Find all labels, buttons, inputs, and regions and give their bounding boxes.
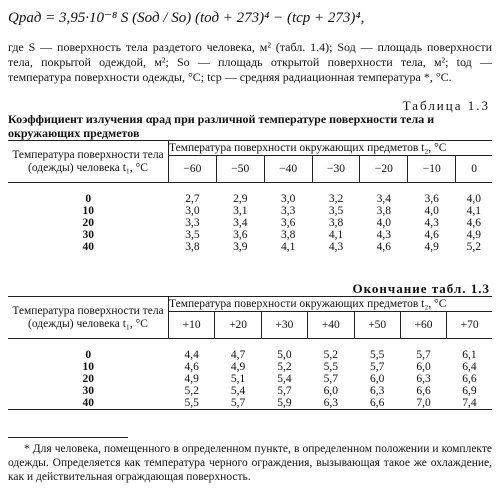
column-header: +20 bbox=[215, 312, 261, 339]
table-cell: 5,4 bbox=[230, 385, 246, 397]
table-row bbox=[8, 397, 492, 410]
formula-definitions: где S — поверхность тела раздетого человека, м² (табл. 1.4); Sод — площадь поверхности тела, покрытой одеждой, м²; Sо — площадь открытой поверхности тела, м²; tод — температура поверхности одежды, °С; tср — средняя радиационная температура *, °С. bbox=[8, 40, 492, 84]
table-cell: 6,9 bbox=[462, 385, 477, 397]
group-header: Температура поверхности окружающих предметов t₂, °С bbox=[169, 141, 493, 156]
table-row bbox=[8, 229, 492, 241]
table-cell: 5,1 bbox=[230, 373, 246, 385]
table-cell: 6,3 bbox=[416, 373, 431, 385]
table-row bbox=[8, 205, 492, 217]
table-cell: 5,9 bbox=[277, 397, 292, 409]
table-cell: 3,6 bbox=[280, 217, 296, 229]
table-cell: 3,3 bbox=[280, 205, 296, 217]
table-cell: 3,8 bbox=[280, 229, 296, 241]
table-cell: 6,0 bbox=[416, 361, 431, 373]
column-header: +60 bbox=[400, 312, 446, 339]
row-label: 10 bbox=[82, 205, 94, 217]
table-cell: 3,0 bbox=[280, 193, 296, 205]
table-cell: 3,4 bbox=[233, 217, 248, 229]
table-cell: 4,3 bbox=[376, 229, 392, 241]
table-cell: 2,7 bbox=[185, 193, 200, 205]
table-cell: 5,7 bbox=[230, 397, 246, 409]
row-label: 20 bbox=[82, 217, 94, 229]
table-cell: 4,0 bbox=[424, 205, 439, 217]
table-cell: 5,2 bbox=[184, 385, 199, 397]
table-row bbox=[8, 385, 492, 397]
table-cell: 4,3 bbox=[424, 217, 439, 229]
table-cell: 5,2 bbox=[466, 241, 482, 253]
table-cell: 4,9 bbox=[424, 241, 439, 253]
radiation-formula: Qрад = 3,95·10⁻⁸ S (Sод / Sо) (tод + 273)⁴ − (tср + 273)⁴, bbox=[8, 10, 365, 26]
row-label: 30 bbox=[82, 385, 94, 397]
table-cell: 5,5 bbox=[184, 397, 199, 409]
column-header: −40 bbox=[264, 156, 312, 183]
column-header: −60 bbox=[169, 156, 217, 183]
column-header: −30 bbox=[312, 156, 360, 183]
row-label: 40 bbox=[82, 397, 94, 409]
table-cell: 4,7 bbox=[230, 349, 246, 361]
footnote: * Для человека, помещенного в определенном пункте, в определенном положении и комплекте одежды. Определяется как температура черного ограждения, вызывающая такое же охлаждение, как и действительная ограждающая поверхность. bbox=[8, 443, 492, 483]
row-label: 20 bbox=[82, 373, 94, 385]
table-cell: 4,9 bbox=[184, 373, 199, 385]
table-cell: 6,0 bbox=[323, 385, 338, 397]
table-cell: 7,4 bbox=[462, 397, 477, 409]
table-cell: 3,2 bbox=[328, 193, 344, 205]
table-cell: 3,5 bbox=[328, 205, 344, 217]
table-cell: 5,7 bbox=[370, 361, 385, 373]
table-cell: 4,0 bbox=[466, 193, 482, 205]
table-row bbox=[8, 217, 492, 229]
row-label: 40 bbox=[82, 241, 94, 253]
table-cell: 4,1 bbox=[328, 229, 344, 241]
table-cell: 5,7 bbox=[323, 373, 338, 385]
emission-coefficient-table-part2 bbox=[8, 296, 492, 410]
table-cell: 3,1 bbox=[233, 205, 248, 217]
table-cell: 6,6 bbox=[462, 373, 477, 385]
column-header: +70 bbox=[447, 312, 492, 339]
row-header: Температура поверхности тела (одежды) человека t₁, °С bbox=[8, 141, 169, 183]
table-cell: 3,8 bbox=[328, 217, 344, 229]
table-caption: Коэффициент излучения αрад при различной температуре поверхности тела и окружающих предметов bbox=[8, 112, 435, 140]
table-cell: 6,1 bbox=[462, 349, 477, 361]
table-cell: 3,5 bbox=[185, 229, 200, 241]
row-header: Температура поверхности тела (одежды) человека t₁, °С bbox=[8, 297, 169, 339]
table-row bbox=[8, 193, 492, 205]
table-cell: 4,6 bbox=[466, 217, 482, 229]
table-cell: 6,0 bbox=[370, 373, 385, 385]
table-cell: 5,0 bbox=[277, 349, 292, 361]
table-cell: 6,3 bbox=[370, 385, 385, 397]
footnote-divider bbox=[8, 437, 128, 438]
row-label: 30 bbox=[82, 229, 94, 241]
table-cell: 3,4 bbox=[376, 193, 392, 205]
table-row bbox=[8, 373, 492, 385]
table-cell: 5,5 bbox=[370, 349, 385, 361]
table-cell: 4,1 bbox=[466, 205, 482, 217]
column-header: +40 bbox=[308, 312, 354, 339]
group-header: Температура поверхности окружающих предметов t₂, °С bbox=[169, 297, 493, 312]
table-cell: 3,0 bbox=[185, 205, 200, 217]
table-cell: 4,6 bbox=[424, 229, 439, 241]
table-cell: 5,7 bbox=[277, 385, 292, 397]
table-cell: 4,9 bbox=[230, 361, 246, 373]
column-header: −10 bbox=[408, 156, 456, 183]
table-cell: 3,9 bbox=[233, 241, 248, 253]
table-cell: 3,6 bbox=[233, 229, 248, 241]
column-header: +50 bbox=[354, 312, 400, 339]
column-header: 0 bbox=[456, 156, 492, 183]
continuation-label: Окончание табл. 1.3 bbox=[352, 281, 490, 296]
table-row bbox=[8, 241, 492, 253]
column-header: −50 bbox=[216, 156, 264, 183]
table-number-label: Таблица 1.3 bbox=[402, 98, 490, 113]
table-cell: 4,9 bbox=[466, 229, 482, 241]
table-cell: 4,3 bbox=[328, 241, 344, 253]
table-cell: 7,0 bbox=[416, 397, 431, 409]
table-cell: 5,5 bbox=[323, 361, 338, 373]
table-row bbox=[8, 361, 492, 373]
table-cell: 5,2 bbox=[323, 349, 338, 361]
table-cell: 5,2 bbox=[277, 361, 292, 373]
table-cell: 4,0 bbox=[376, 217, 392, 229]
table-cell: 3,8 bbox=[376, 205, 392, 217]
table-cell: 4,6 bbox=[184, 361, 199, 373]
emission-coefficient-table-part1 bbox=[8, 140, 492, 253]
table-cell: 5,4 bbox=[277, 373, 292, 385]
column-header: +10 bbox=[169, 312, 215, 339]
row-label: 0 bbox=[85, 193, 92, 205]
table-cell: 5,7 bbox=[416, 349, 431, 361]
table-cell: 6,4 bbox=[462, 361, 477, 373]
row-label: 0 bbox=[85, 349, 92, 361]
table-cell: 6,3 bbox=[323, 397, 338, 409]
column-header: +30 bbox=[261, 312, 307, 339]
table-cell: 6,6 bbox=[370, 397, 385, 409]
table-cell: 2,9 bbox=[233, 193, 248, 205]
table-cell: 4,6 bbox=[376, 241, 392, 253]
table-cell: 6,6 bbox=[416, 385, 431, 397]
table-cell: 4,1 bbox=[280, 241, 296, 253]
table-row bbox=[8, 349, 492, 361]
table-cell: 3,8 bbox=[185, 241, 200, 253]
column-header: −20 bbox=[360, 156, 408, 183]
table-cell: 4,4 bbox=[184, 349, 199, 361]
table-cell: 3,3 bbox=[185, 217, 200, 229]
table-cell: 3,6 bbox=[424, 193, 439, 205]
row-label: 10 bbox=[82, 361, 94, 373]
